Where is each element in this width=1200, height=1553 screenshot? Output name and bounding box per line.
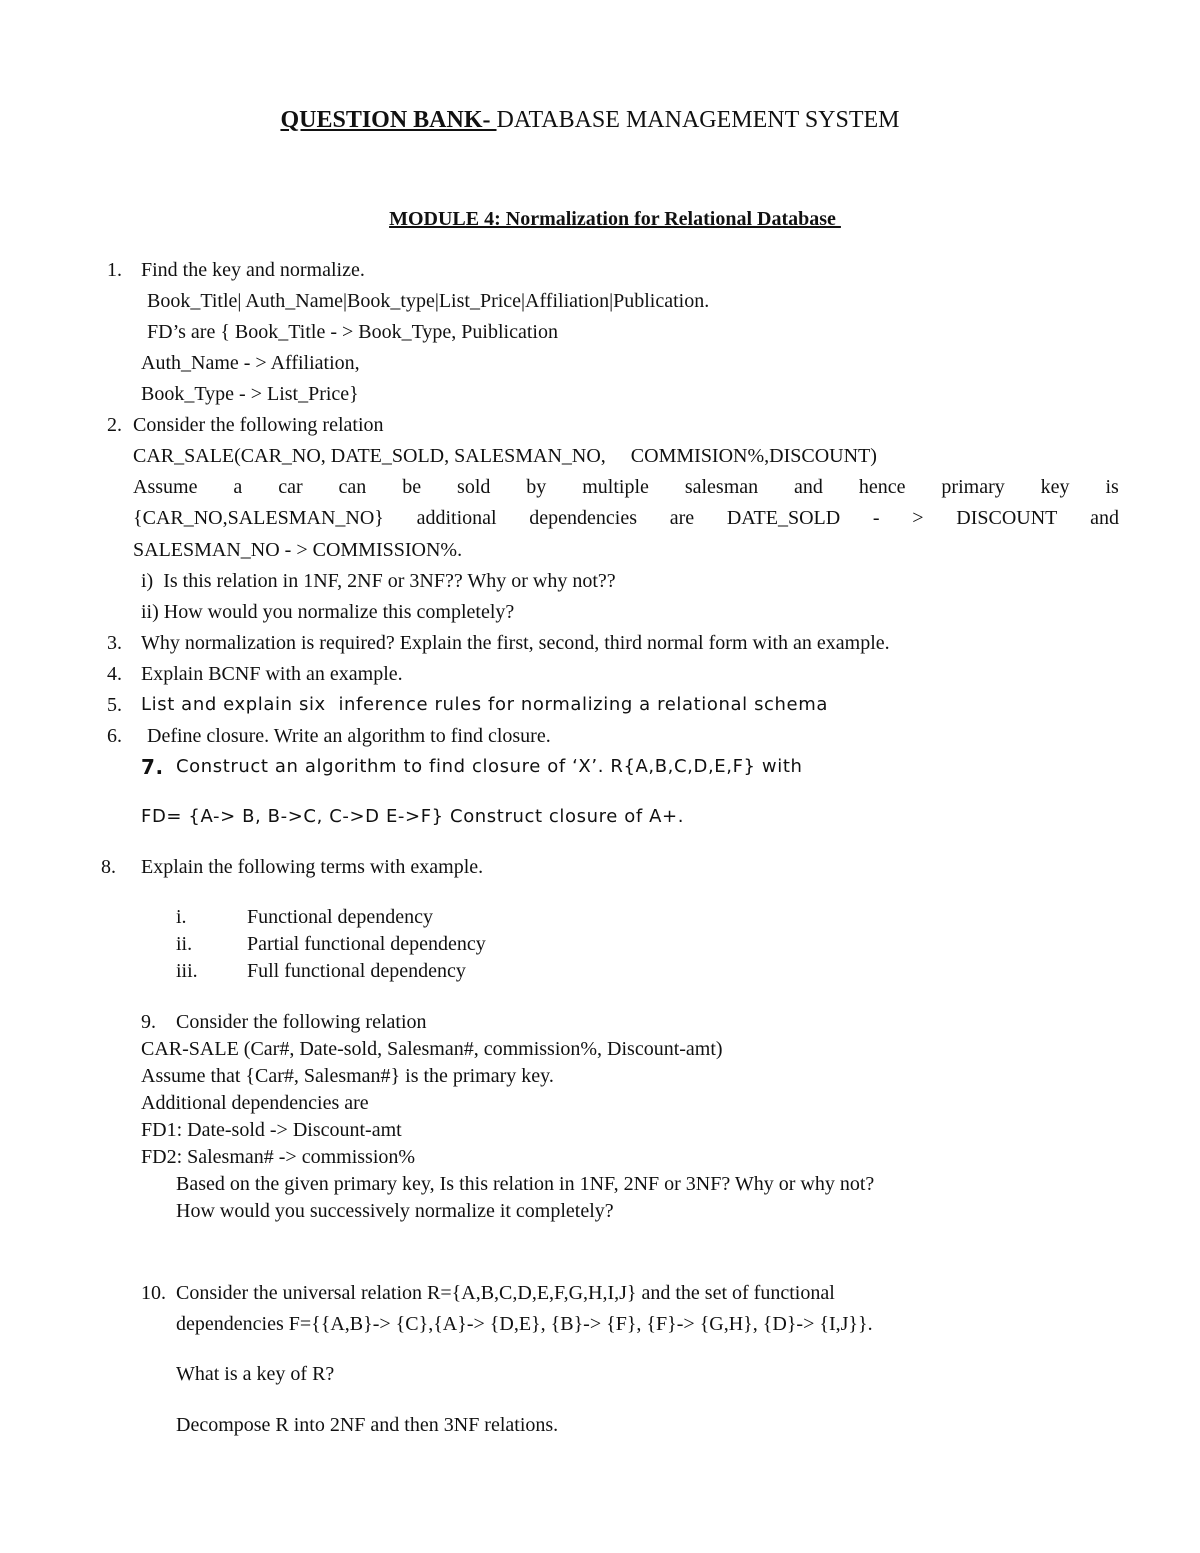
question-text: Consider the universal relation R={A,B,C,D,E,F,G,H,I,J} and the set of functional bbox=[176, 1282, 835, 1304]
question-text: Explain BCNF with an example. bbox=[141, 663, 403, 685]
question-number: 10. bbox=[141, 1282, 166, 1304]
justified-word: additional bbox=[416, 507, 497, 529]
title-prefix: QUESTION BANK- bbox=[280, 107, 497, 133]
question-detail: FD2: Salesman# -> commission% bbox=[141, 1146, 416, 1168]
justified-word: a bbox=[233, 476, 243, 498]
list-item: Full functional dependency bbox=[247, 960, 466, 982]
justified-word: by bbox=[526, 476, 547, 498]
question-detail: Additional dependencies are bbox=[141, 1092, 369, 1114]
justified-word: are bbox=[669, 507, 695, 529]
question-number: 4. bbox=[107, 663, 122, 685]
question-number: 5. bbox=[107, 694, 122, 716]
list-item: Functional dependency bbox=[247, 906, 434, 928]
justified-word: and bbox=[794, 476, 823, 498]
justified-word: - bbox=[872, 507, 880, 529]
justified-word: {CAR_NO,SALESMAN_NO} bbox=[133, 507, 384, 529]
list-item-number: i. bbox=[176, 906, 187, 928]
question-number: 1. bbox=[107, 259, 122, 281]
question-detail: CAR-SALE (Car#, Date-sold, Salesman#, commission%, Discount-amt) bbox=[141, 1038, 723, 1060]
justified-word: key bbox=[1040, 476, 1070, 498]
question-number: 2. bbox=[107, 414, 122, 436]
justified-word: Assume bbox=[133, 476, 198, 498]
justified-word: and bbox=[1090, 507, 1119, 529]
question-detail: SALESMAN_NO - > COMMISSION%. bbox=[133, 539, 463, 561]
title-subject: DATABASE MANAGEMENT SYSTEM bbox=[496, 107, 900, 133]
question-number: 7. bbox=[141, 755, 164, 779]
sub-question: ii) How would you normalize this completely? bbox=[141, 601, 515, 623]
question-detail: CAR_SALE(CAR_NO, DATE_SOLD, SALESMAN_NO, COMMISION%,DISCOUNT) bbox=[133, 445, 877, 467]
justified-word: sold bbox=[457, 476, 491, 498]
question-number: 6. bbox=[107, 725, 122, 747]
question-text: Consider the following relation bbox=[176, 1011, 427, 1033]
question-text: Find the key and normalize. bbox=[141, 259, 365, 281]
sub-question: How would you successively normalize it completely? bbox=[176, 1200, 614, 1222]
justified-word: hence bbox=[858, 476, 906, 498]
question-number: 9. bbox=[141, 1011, 156, 1033]
justified-word: multiple bbox=[582, 476, 649, 498]
question-text: List and explain six inference rules for normalizing a relational schema bbox=[141, 694, 828, 715]
question-detail: dependencies F={{A,B}-> {C},{A}-> {D,E}, {B}-> {F}, {F}-> {G,H}, {D}-> {I,J}}. bbox=[176, 1313, 873, 1335]
justified-word: car bbox=[278, 476, 303, 498]
sub-question: Based on the given primary key, Is this relation in 1NF, 2NF or 3NF? Why or why not? bbox=[176, 1173, 875, 1195]
justified-line bbox=[133, 472, 1119, 503]
justified-word: DATE_SOLD bbox=[726, 507, 841, 529]
list-item-number: iii. bbox=[176, 960, 198, 982]
page-title bbox=[0, 108, 1180, 132]
justified-word: DISCOUNT bbox=[956, 507, 1058, 529]
list-item: Partial functional dependency bbox=[247, 933, 486, 955]
question-detail: Assume that {Car#, Salesman#} is the primary key. bbox=[141, 1065, 554, 1087]
justified-word: dependencies bbox=[529, 507, 638, 529]
question-text: Consider the following relation bbox=[133, 414, 384, 436]
question-text: Construct an algorithm to find closure of ‘X’. R{A,B,C,D,E,F} with bbox=[176, 756, 803, 777]
question-number: 8. bbox=[101, 856, 116, 878]
question-text: Explain the following terms with example. bbox=[141, 856, 484, 878]
question-detail: FD1: Date-sold -> Discount-amt bbox=[141, 1119, 402, 1141]
question-detail: Auth_Name - > Affiliation, bbox=[141, 352, 360, 374]
sub-question: i) Is this relation in 1NF, 2NF or 3NF?? Why or why not?? bbox=[141, 570, 616, 592]
question-detail: Book_Type - > List_Price} bbox=[141, 383, 359, 405]
sub-question: Decompose R into 2NF and then 3NF relations. bbox=[176, 1414, 559, 1436]
question-detail: FD= {A-> B, B->C, C->D E->F} Construct closure of A+. bbox=[141, 806, 685, 827]
justified-word: can bbox=[338, 476, 367, 498]
question-text: Why normalization is required? Explain the first, second, third normal form with an example. bbox=[141, 632, 890, 654]
justified-word: primary bbox=[941, 476, 1005, 498]
question-detail: FD’s are { Book_Title - > Book_Type, Puiblication bbox=[147, 321, 558, 343]
justified-line bbox=[133, 503, 1119, 534]
sub-question: What is a key of R? bbox=[176, 1363, 335, 1385]
justified-word: salesman bbox=[684, 476, 759, 498]
justified-word: be bbox=[402, 476, 422, 498]
justified-word: is bbox=[1105, 476, 1119, 498]
question-number: 3. bbox=[107, 632, 122, 654]
question-text: Define closure. Write an algorithm to find closure. bbox=[147, 725, 551, 747]
justified-word: > bbox=[912, 507, 924, 529]
list-item-number: ii. bbox=[176, 933, 193, 955]
module-heading: MODULE 4: Normalization for Relational Database bbox=[389, 208, 841, 230]
question-detail: Book_Title| Auth_Name|Book_type|List_Price|Affiliation|Publication. bbox=[147, 290, 710, 312]
